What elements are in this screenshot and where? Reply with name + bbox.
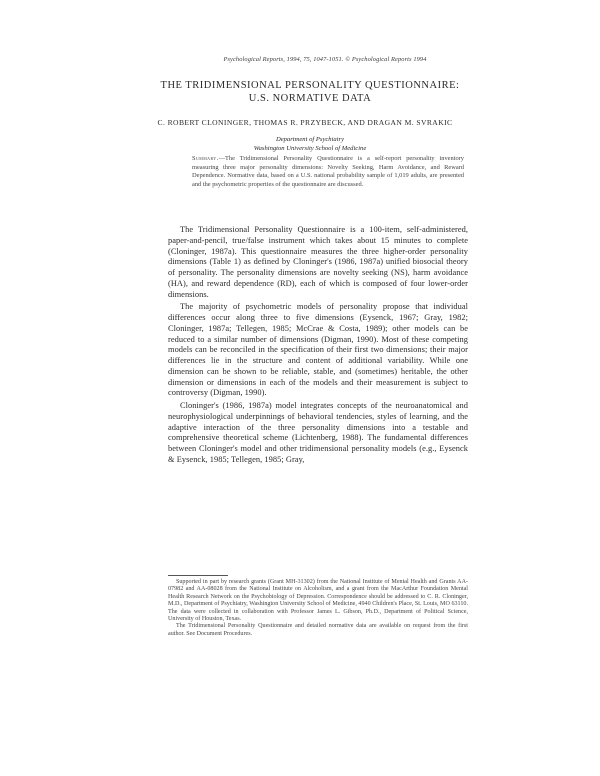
author-list: C. ROBERT CLONINGER, THOMAS R. PRZYBECK, AND DRAGAN M. SVRAKIC — [157, 118, 453, 127]
footnotes — [168, 579, 468, 638]
article-title — [160, 80, 460, 105]
title-line-1: THE TRIDIMENSIONAL PERSONALITY QUESTIONNAIRE: — [160, 80, 460, 91]
abstract — [192, 155, 464, 190]
footnote: The Tridimensional Personality Questionnaire and detailed normative data are available on request from the first author. See Document Procedures. — [168, 623, 468, 637]
summary-lead: Summary. — [192, 155, 219, 162]
affiliation — [210, 136, 410, 153]
paragraph: The Tridimensional Personality Questionnaire is a 100-item, self-administered, paper-and-pencil, true/false instrument which takes about 15 minutes to complete (Cloninger, 1987a). This questionnaire measures the three higher-order personality dimensions (Table 1) as defined by Cloninger's (1986, 1987a) unified biosocial theory of personality. The personality dimensions are novelty seeking (NS), harm avoidance (HA), and reward dependence (RD), each of which is composed of four lower-order dimensions. — [168, 225, 468, 299]
paragraph: Cloninger's (1986, 1987a) model integrates concepts of the neuroanatomical and neurophysiological underpinnings of behavioral tendencies, styles of learning, and the adaptive interaction of the three personality dimensions into a testable and comprehensive theoretical scheme (Lichtenberg, 1988). The fundamental differences between Cloninger's model and other tridimensional personality models (e.g., Eysenck & Eysenck, 1985; Tellegen, 1985; Gray, — [168, 401, 468, 464]
summary-text: —The Tridimensional Personality Questionnaire is a self-report personality inventory measuring three major personality dimensions: Novelty Seeking, Harm Avoidance, and Reward Dependence. Normative data, based on a U.S. national probability sample of 1,019 adults, are presented and the psychometric properties of the questionnaire are discussed. — [192, 155, 464, 189]
footnote-rule — [168, 575, 228, 576]
affiliation-line-2: Washington University School of Medicine — [253, 144, 367, 152]
body-text — [168, 225, 468, 468]
journal-header: Psychological Reports, 1994, 75, 1047-1051. © Psychological Reports 1994 — [223, 56, 427, 63]
footnote: Supported in part by research grants (Grant MH-31302) from the National Institute of Mental Health and Grants AA-07982 and AA-08028 from the National Institute on Alcoholism, and a grant from the MacArthur Foundation Mental Health Research Network on the Psychobiology of Depression. Correspondence should be addressed to C. R. Cloninger, M.D., Department of Psychiatry, Washington University School of Medicine, 4940 Children's Place, St. Louis, MO 63110. The data were collected in collaboration with Professor James L. Gibson, Ph.D., Department of Political Science, University of Houston, Texas. — [168, 579, 468, 623]
affiliation-line-1: Department of Psychiatry — [275, 136, 345, 143]
title-line-2: U.S. NORMATIVE DATA — [248, 92, 372, 104]
paragraph: The majority of psychometric models of personality propose that individual differences occur along three to five dimensions (Eysenck, 1967; Gray, 1982; Cloninger, 1987a; Tellegen, 1985; McCrae & Costa, 1989); other models can be reduced to a similar number of dimensions (Digman, 1990). Most of these competing models can be reconciled in the specification of their first two dimensions; their major differences lie in the structure and content of additional variability. While one dimension can be shown to be reliable, stable, and (sometimes) heritable, the other dimension or dimensions in each of the models and their measurement is subject to controversy (Digman, 1990). — [168, 302, 468, 398]
